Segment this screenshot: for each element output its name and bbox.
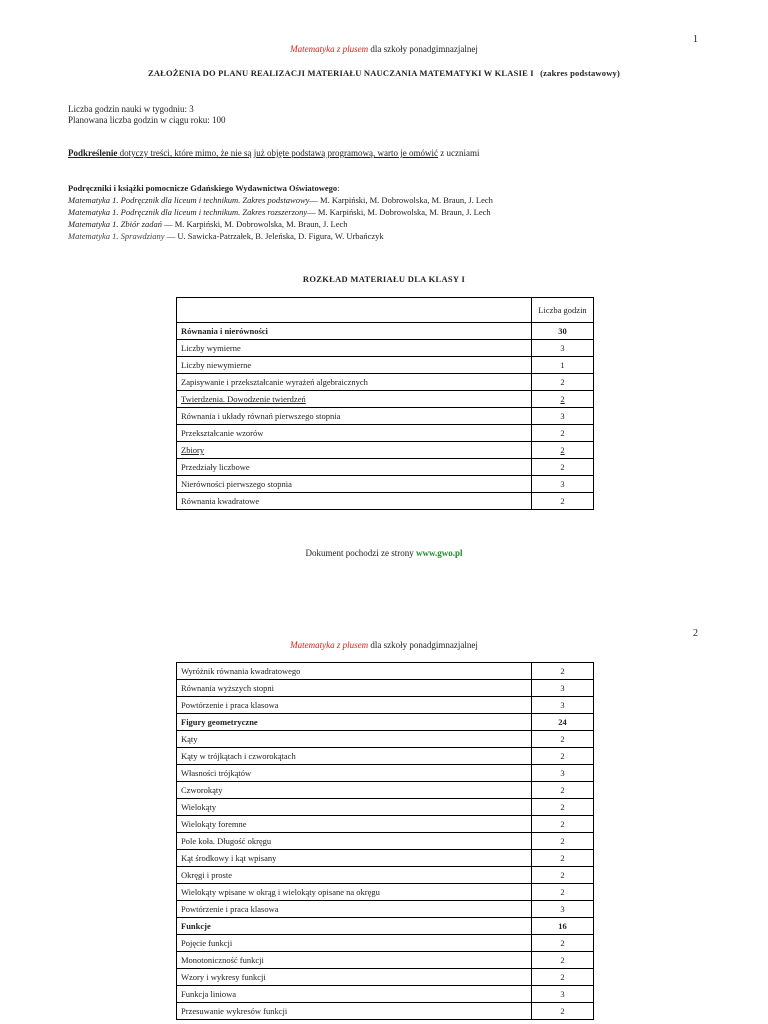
hours-cell: 2 (532, 391, 594, 408)
topic-cell: Równania i układy równań pierwszego stopnia (177, 408, 532, 425)
table-row (177, 799, 594, 816)
hours-cell: 2 (532, 493, 594, 510)
topic-cell: Własności trójkątów (177, 765, 532, 782)
plan-table-page2 (176, 662, 594, 1020)
hours-cell: 2 (532, 425, 594, 442)
topic-cell: Funkcje (177, 918, 532, 935)
table-row (177, 663, 594, 680)
header-subtitle: dla szkoły ponadgimnazjalnej (368, 640, 478, 650)
table-row (177, 459, 594, 476)
table-row (177, 935, 594, 952)
document-header (0, 44, 768, 54)
document-footer (0, 548, 768, 558)
topic-cell: Figury geometryczne (177, 714, 532, 731)
table-row (177, 425, 594, 442)
main-title-scope: (zakres podstawowy) (540, 68, 621, 78)
hours-cell: 30 (532, 323, 594, 340)
hours-cell: 2 (532, 816, 594, 833)
hours-cell: 2 (532, 663, 594, 680)
table-row (177, 850, 594, 867)
topic-cell: Wyróżnik równania kwadratowego (177, 663, 532, 680)
hours-cell: 2 (532, 884, 594, 901)
table-row (177, 884, 594, 901)
note-underlined: dotyczy treści, które mimo, że nie są już objęte podstawą programową, warto je omówić (117, 148, 438, 158)
table-row (177, 714, 594, 731)
table-row (177, 408, 594, 425)
table-header-row (177, 298, 594, 323)
table-row (177, 782, 594, 799)
hours-cell: 24 (532, 714, 594, 731)
hours-cell: 3 (532, 476, 594, 493)
table-row (177, 867, 594, 884)
hours-cell: 2 (532, 459, 594, 476)
header-subtitle: dla szkoły ponadgimnazjalnej (368, 44, 478, 54)
topic-cell: Wielokąty (177, 799, 532, 816)
topic-cell: Przekształcanie wzorów (177, 425, 532, 442)
table-row (177, 816, 594, 833)
header-title: Matematyka z plusem (290, 640, 369, 650)
topic-cell: Wzory i wykresy funkcji (177, 969, 532, 986)
topic-cell: Funkcja liniowa (177, 986, 532, 1003)
topic-cell: Równania i nierówności (177, 323, 532, 340)
underline-note (68, 148, 479, 158)
hours-cell: 2 (532, 969, 594, 986)
books-header: Podręczniki i książki pomocnicze Gdańskiego Wydawnictwa Oświatowego (68, 183, 338, 193)
topic-cell: Monotoniczność funkcji (177, 952, 532, 969)
topic-cell: Kąt środkowy i kąt wpisany (177, 850, 532, 867)
topic-cell: Przesuwanie wykresów funkcji (177, 1003, 532, 1020)
table-row (177, 442, 594, 459)
table-row (177, 833, 594, 850)
table-row (177, 901, 594, 918)
table-row (177, 969, 594, 986)
table-row (177, 697, 594, 714)
topic-cell: Wielokąty wpisane w okrąg i wielokąty opisane na okręgu (177, 884, 532, 901)
topic-cell: Kąty (177, 731, 532, 748)
table-row (177, 391, 594, 408)
plan-table-page1 (176, 297, 594, 510)
hours-cell: 3 (532, 697, 594, 714)
topic-cell: Twierdzenia. Dowodzenie twierdzeń (177, 391, 532, 408)
footer-text: Dokument pochodzi ze strony (305, 548, 416, 558)
topic-cell: Okręgi i proste (177, 867, 532, 884)
page-number: 1 (693, 34, 698, 45)
topic-cell: Pole koła. Długość okręgu (177, 833, 532, 850)
main-title (0, 68, 768, 78)
table-row (177, 323, 594, 340)
hours-column-header: Liczba godzin (532, 298, 594, 323)
hours-cell: 2 (532, 782, 594, 799)
topic-cell: Liczby niewymierne (177, 357, 532, 374)
book-item: Matematyka 1. Podręcznik dla liceum i technikum. Zakres rozszerzony— M. Karpiński, M. Dobrowolska, M. Braun, J. Lech (68, 207, 491, 217)
note-rest: z uczniami (438, 148, 480, 158)
topic-cell: Nierówności pierwszego stopnia (177, 476, 532, 493)
table-row (177, 952, 594, 969)
table-row (177, 357, 594, 374)
hours-cell: 2 (532, 952, 594, 969)
table-row (177, 1003, 594, 1020)
table-row (177, 340, 594, 357)
topic-cell: Zapisywanie i przekształcanie wyrażeń algebraicznych (177, 374, 532, 391)
topic-cell: Powtórzenie i praca klasowa (177, 901, 532, 918)
topic-cell: Równania wyższych stopni (177, 680, 532, 697)
page-number: 2 (693, 628, 698, 639)
hours-cell: 16 (532, 918, 594, 935)
table-row (177, 918, 594, 935)
hours-cell: 3 (532, 408, 594, 425)
topic-cell: Czworokąty (177, 782, 532, 799)
hours-cell: 2 (532, 867, 594, 884)
table-row (177, 493, 594, 510)
hours-cell: 2 (532, 442, 594, 459)
hours-cell: 2 (532, 833, 594, 850)
books-list: Podręczniki i książki pomocnicze Gdańskiego Wydawnictwa Oświatowego: Matematyka 1. Podręcznik dla liceum i technikum. Zakres podstawowy— M. Karpiński, M. Dobrowolska, M. Braun, J. Lech Matematyka 1. Podręcznik dla liceum i technikum. Zakres rozszerzony— M. Karpiński, M. Dobrowolska, M. Braun, J. Lech Matematyka 1. Zbiór zadań — M. Karpiński, M. Dobrowolska, M. Braun, J. Lech Matematyka 1. Sprawdziany — U. Sawicka-Patrzałek, B. Jeleńska, D. Figura, W. Urbańczyk (68, 183, 493, 241)
hours-cell: 2 (532, 799, 594, 816)
table-row (177, 374, 594, 391)
hours-cell: 3 (532, 986, 594, 1003)
table-row (177, 731, 594, 748)
topic-cell: Wielokąty foremne (177, 816, 532, 833)
table-row (177, 986, 594, 1003)
topic-cell: Kąty w trójkątach i czworokątach (177, 748, 532, 765)
hours-cell: 2 (532, 935, 594, 952)
topic-cell: Przedziały liczbowe (177, 459, 532, 476)
hours-cell: 3 (532, 901, 594, 918)
section-title: ROZKŁAD MATERIAŁU DLA KLASY I (302, 274, 466, 284)
hours-cell: 2 (532, 731, 594, 748)
hours-cell: 2 (532, 850, 594, 867)
hours-info (68, 104, 225, 126)
hours-cell: 2 (532, 374, 594, 391)
book-item: Matematyka 1. Zbiór zadań — M. Karpiński, M. Dobrowolska, M. Braun, J. Lech (68, 219, 348, 229)
info-line-weekly: Liczba godzin nauki w tygodniu: 3 (68, 104, 194, 114)
topic-cell: Zbiory (177, 442, 532, 459)
main-title-text: ZAŁOŻENIA DO PLANU REALIZACJI MATERIAŁU NAUCZANIA MATEMATYKI W KLASIE I (147, 68, 534, 78)
table-row (177, 765, 594, 782)
book-item: Matematyka 1. Podręcznik dla liceum i technikum. Zakres podstawowy— M. Karpiński, M. Dobrowolska, M. Braun, J. Lech (68, 195, 493, 205)
header-title: Matematyka z plusem (290, 44, 369, 54)
hours-cell: 2 (532, 748, 594, 765)
note-bold: Podkreślenie (68, 148, 118, 158)
info-line-yearly: Planowana liczba godzin w ciągu roku: 100 (68, 115, 226, 125)
footer-link[interactable]: www.gwo.pl (415, 548, 463, 558)
hours-cell: 1 (532, 357, 594, 374)
table-row (177, 476, 594, 493)
hours-cell: 3 (532, 765, 594, 782)
hours-cell: 3 (532, 680, 594, 697)
topic-cell: Liczby wymierne (177, 340, 532, 357)
topic-cell: Pojęcie funkcji (177, 935, 532, 952)
table-row (177, 748, 594, 765)
document-header (0, 640, 768, 650)
table-row (177, 680, 594, 697)
hours-cell: 2 (532, 1003, 594, 1020)
hours-cell: 3 (532, 340, 594, 357)
topic-cell: Równania kwadratowe (177, 493, 532, 510)
book-item: Matematyka 1. Sprawdziany — U. Sawicka-Patrzałek, B. Jeleńska, D. Figura, W. Urbańczyk (68, 231, 384, 241)
topic-cell: Powtórzenie i praca klasowa (177, 697, 532, 714)
